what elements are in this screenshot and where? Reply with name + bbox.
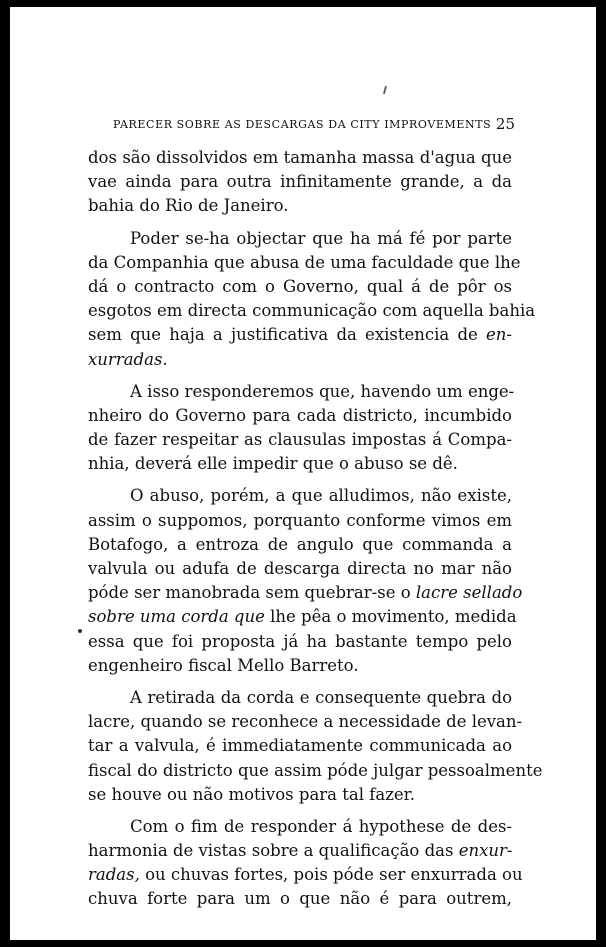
running-header (113, 115, 515, 135)
text-line: O abuso, porém, a que alludimos, não existe, (130, 486, 512, 506)
text-line (88, 348, 512, 372)
paragraph-2 (88, 227, 536, 372)
text-line: Com o fim de responder á hypothese de des- (130, 816, 512, 836)
text-line: póde ser manobrada sem quebrar-se o lacre sellado (88, 583, 523, 603)
text-line: lacre, quando se reconhece a necessidade de levan- (88, 712, 523, 732)
text-line: A isso responderemos que, havendo um enge- (130, 381, 515, 401)
text-line: Poder se-ha objectar que ha má fé por parte (130, 228, 512, 248)
text-line: fiscal do districto que assim póde julgar pessoalmente (88, 760, 543, 780)
text-line: dos são dissolvidos em tamanha massa d'agua que (88, 148, 512, 167)
paragraph-5 (88, 686, 543, 807)
text-line: chuva forte para um o que não é para outrem, (88, 889, 512, 909)
margin-dot (78, 629, 82, 633)
text-line: esgotos em directa communicação com aquella bahia (88, 301, 536, 321)
paragraph-1 (88, 146, 512, 219)
text-line: nheiro do Governo para cada districto, incumbido (88, 405, 512, 425)
italic-text: radas, (88, 865, 140, 885)
text-line: se houve ou não motivos para tal fazer. (88, 784, 415, 804)
paragraph-4 (88, 484, 523, 678)
paragraph-3 (88, 380, 515, 477)
text-line: radas, ou chuvas fortes, pois póde ser enxurrada ou (88, 865, 523, 885)
text-line: tar a valvula, é immediatamente communicada ao (88, 736, 512, 756)
italic-text: lacre sellado (415, 583, 523, 603)
text-line: Botafogo, a entroza de angulo que commanda a (88, 534, 512, 554)
text-line: assim o suppomos, porquanto conforme vimos em (88, 510, 512, 530)
text-line: sobre uma corda que lhe pêa o movimento, medida (88, 607, 517, 627)
italic-text: sobre uma corda que (88, 607, 265, 627)
text-line: de fazer respeitar as clausulas impostas á Compa- (88, 430, 512, 450)
text-line: A retirada da corda e consequente quebra do (130, 687, 512, 707)
text-line: sem que haja a justificativa da existencia de en- (88, 325, 512, 345)
text-line: essa que foi proposta já ha bastante tempo pelo (88, 631, 512, 651)
paragraph-6 (88, 815, 523, 912)
text-line: engenheiro fiscal Mello Barreto. (88, 655, 359, 675)
text-line: harmonia de vistas sobre a qualificação das enxur- (88, 841, 513, 861)
text-line: valvula ou adufa de descarga directa no mar não (88, 559, 512, 578)
running-title: PARECER SOBRE AS DESCARGAS DA CITY IMPROVEMENTS (113, 118, 492, 131)
text-line: nhia, deverá elle impedir que o abuso se dê. (88, 454, 458, 474)
text-line: bahia do Rio de Janeiro. (88, 196, 289, 216)
body-text (88, 146, 543, 912)
text-line: dá o contracto com o Governo, qual á de pôr os (88, 276, 512, 296)
italic-text: xurradas. (88, 349, 168, 369)
italic-text: enxur- (458, 841, 513, 861)
text-line: da Companhia que abusa de uma faculdade que lhe (88, 252, 521, 272)
page-number: 25 (495, 115, 515, 133)
italic-text: en- (486, 325, 512, 345)
text-line: vae ainda para outra infinitamente grande, a da (88, 172, 512, 192)
